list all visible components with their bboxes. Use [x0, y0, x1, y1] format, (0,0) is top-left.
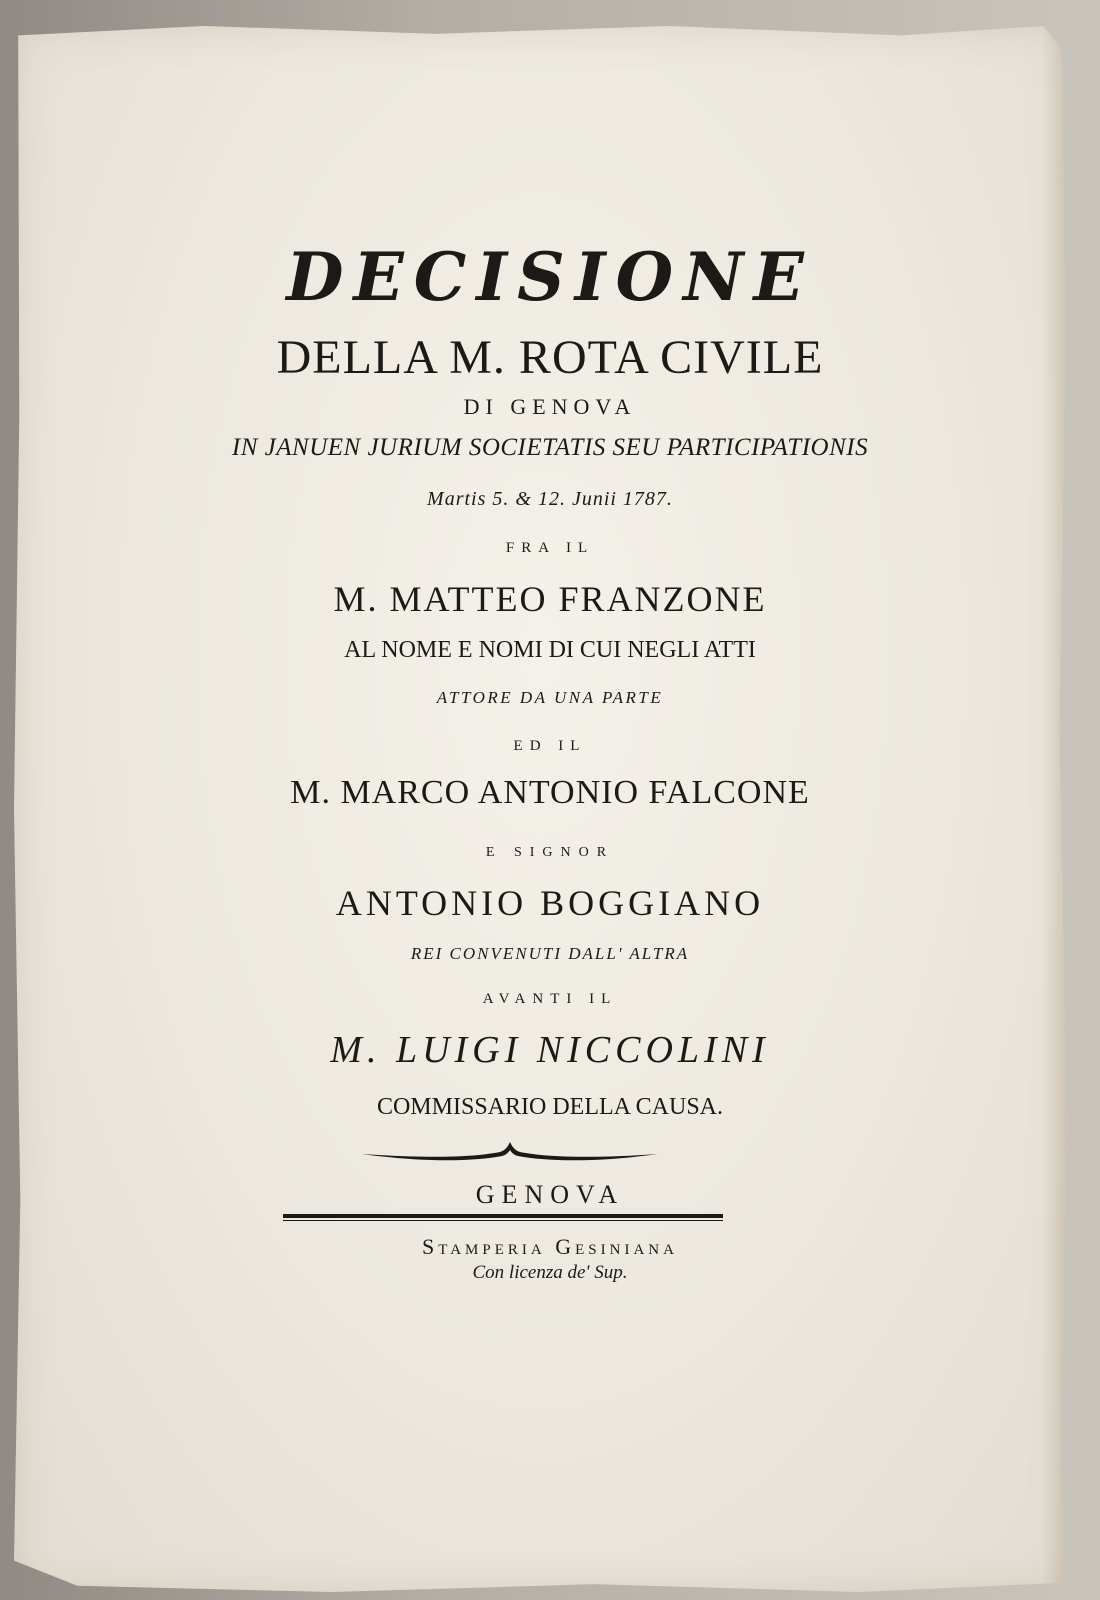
between-label: FRA IL: [505, 540, 595, 556]
defendant-role: REI CONVENUTI DALL' ALTRA: [410, 944, 690, 963]
printing-license: Con licenza de' Sup.: [472, 1262, 628, 1283]
and-signor-label: E SIGNOR: [485, 845, 615, 860]
court-name: DELLA M. ROTA CIVILE: [276, 331, 824, 384]
plaintiff-role: ATTORE DA UNA PARTE: [436, 688, 664, 707]
imprint-city: GENOVA: [475, 1180, 625, 1209]
commissioner-name: M. LUIGI NICCOLINI: [330, 1029, 770, 1071]
plaintiff-capacity: AL NOME E NOMI DI CUI NEGLI ATTI: [344, 637, 756, 663]
double-rule: [283, 1214, 723, 1221]
plaintiff-name: M. MATTEO FRANZONE: [333, 579, 767, 619]
commissioner-role: COMMISSARIO DELLA CAUSA.: [376, 1094, 724, 1120]
before-label: AVANTI IL: [482, 991, 618, 1007]
ornament-rule-icon: [360, 1138, 660, 1168]
document-title: DECISIONE: [286, 238, 814, 316]
case-name: IN JANUEN JURIUM SOCIETATIS SEU PARTICIPATIONIS: [231, 434, 869, 461]
defendant-2-name: ANTONIO BOGGIANO: [335, 883, 765, 923]
court-city: DI GENOVA: [463, 394, 637, 419]
and-label: ED IL: [513, 738, 587, 754]
printer-name: Stamperia Gesiniana: [422, 1234, 678, 1259]
decision-date: Martis 5. & 12. Junii 1787.: [427, 488, 673, 510]
defendant-1-name: M. MARCO ANTONIO FALCONE: [290, 774, 810, 811]
